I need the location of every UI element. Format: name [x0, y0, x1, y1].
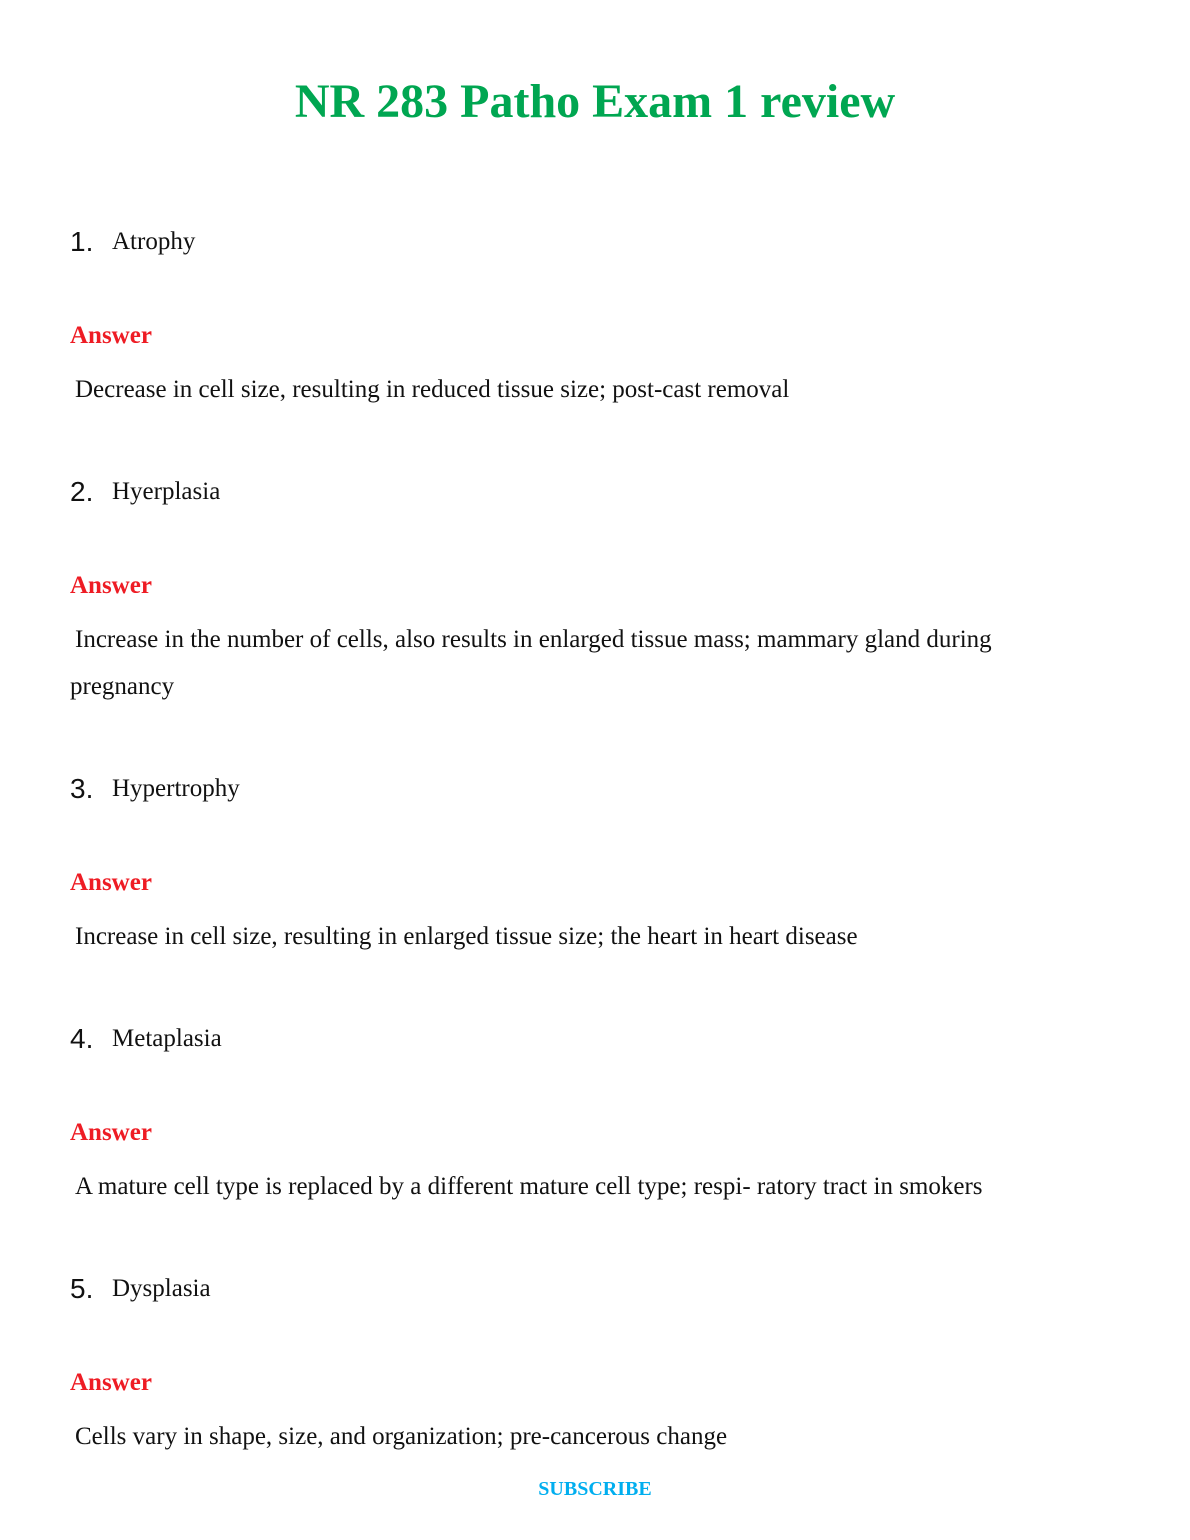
answer-label: Answer — [70, 322, 152, 349]
question — [70, 1022, 222, 1056]
question-number: 2. — [70, 476, 94, 507]
answer-text: Decrease in cell size, resulting in reduced tissue size; post-cast removal — [75, 376, 790, 403]
answer-label: Answer — [70, 1369, 152, 1396]
question-term: Atrophy — [112, 228, 196, 255]
answer-text: A mature cell type is replaced by a different mature cell type; respi- ratory tract in smokers — [75, 1173, 983, 1200]
page-title: NR 283 Patho Exam 1 review — [294, 75, 896, 128]
answer-text: Increase in the number of cells, also results in enlarged tissue mass; mammary gland during pregnancy — [70, 626, 992, 700]
question-term: Dysplasia — [112, 1275, 211, 1302]
question-number: 5. — [70, 1273, 94, 1304]
question — [70, 225, 195, 259]
question-term: Hypertrophy — [112, 775, 240, 802]
question — [70, 772, 240, 806]
subscribe-link[interactable]: SUBSCRIBE — [538, 1478, 652, 1500]
question-number: 3. — [70, 773, 94, 804]
answer-label: Answer — [70, 1119, 152, 1146]
question — [70, 475, 220, 509]
answer-text: Increase in cell size, resulting in enlarged tissue size; the heart in heart disease — [75, 923, 858, 950]
question-number: 4. — [70, 1023, 94, 1054]
question-term: Metaplasia — [112, 1025, 222, 1052]
question-term: Hyerplasia — [112, 478, 221, 505]
answer-label: Answer — [70, 869, 152, 896]
question — [70, 1272, 211, 1306]
answer-label: Answer — [70, 572, 152, 599]
answer-text: Cells vary in shape, size, and organization; pre-cancerous change — [75, 1423, 728, 1450]
question-number: 1. — [70, 226, 94, 257]
